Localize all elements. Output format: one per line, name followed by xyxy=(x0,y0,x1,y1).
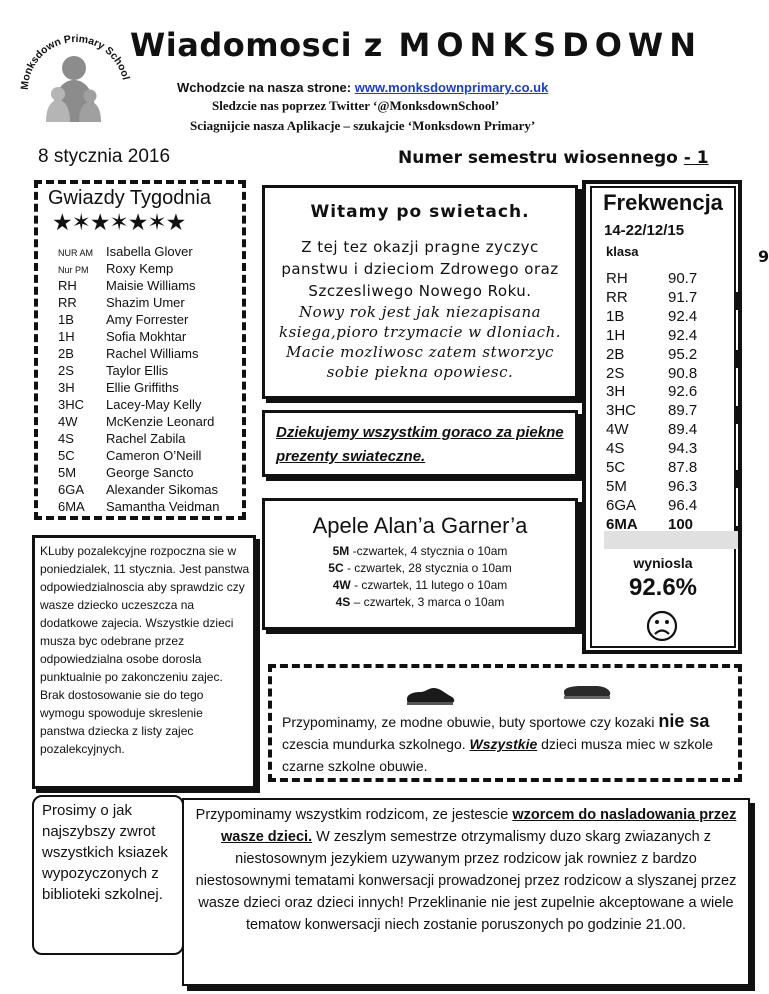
attendance-value: 95.2 xyxy=(668,345,698,363)
parents-text-2: W zeszlym semestrze otrzymalismy duzo skarg zwiazanych z niestosownym jezykiem uzywanym przez rodzicow jak rowniez z bardzo niestosownymi tematami konwersacji prowadzonej przez rodzicow a slyszanej przez wasze dzieci oraz dzieci innych! Przeklinanie nie jest zupelnie akceptowane a wiele tematow konwersacji niech zostanie poruszonych po godzinie 21.00. xyxy=(195,829,737,933)
assembly-date: -czwartek, 4 stycznia o 10am xyxy=(352,544,508,558)
attendance-row xyxy=(606,402,730,419)
issue-number: - 1 xyxy=(683,148,709,168)
assembly-class: 5C xyxy=(328,561,344,575)
assembly-row xyxy=(262,578,578,592)
star-class: NUR AM xyxy=(58,248,94,258)
issue-date: 8 stycznia 2016 xyxy=(38,146,171,167)
logo-arc-text: Monksdown Primary School xyxy=(18,32,132,91)
assembly-date: - czwartek, 28 stycznia o 10am xyxy=(346,561,512,575)
attendance-value: 92.6 xyxy=(668,383,698,401)
title-prefix: Wiadomosci z xyxy=(130,26,383,64)
star-row xyxy=(58,431,186,446)
star-name: Shazim Umer xyxy=(106,295,185,310)
attendance-highlight xyxy=(604,531,738,549)
star-name: George Sancto xyxy=(106,465,194,480)
uniform-shoes-text xyxy=(282,710,738,777)
star-name: Isabella Glover xyxy=(106,244,193,259)
attendance-value: 96.3 xyxy=(668,477,698,495)
star-class: 6GA xyxy=(58,482,85,497)
parents-text-1: Przypominamy wszystkim rodzicom, ze jestescie xyxy=(195,807,509,823)
star-row xyxy=(58,380,179,395)
twitter-line: Sledzcie nas poprzez Twitter ‘@MonksdownSchool’ xyxy=(212,98,500,113)
assembly-class: 5M xyxy=(332,544,350,558)
attendance-title: Frekwencja xyxy=(603,190,723,215)
shoes-text-all: Wszystkie xyxy=(469,736,538,752)
attendance-row xyxy=(606,440,730,457)
attendance-class: 1B xyxy=(606,307,625,325)
school-logo xyxy=(14,30,132,126)
attendance-row xyxy=(606,346,730,363)
attendance-value: 87.8 xyxy=(668,459,698,476)
star-row xyxy=(58,482,218,497)
attendance-class: 6GA xyxy=(606,496,637,514)
attendance-class: 2S xyxy=(606,364,625,382)
title-school: MONKSDOWN xyxy=(398,26,702,64)
shoes-text-1: Przypominamy, ze modne obuwie, buty sportowe czy kozaki xyxy=(282,714,655,730)
attendance-row xyxy=(606,270,730,287)
issue-label xyxy=(398,148,709,168)
star-row xyxy=(58,295,185,310)
star-name: Samantha Veidman xyxy=(106,499,220,514)
star-class: 6MA xyxy=(58,499,85,514)
star-row xyxy=(58,244,193,259)
star-row xyxy=(58,329,186,344)
attendance-row xyxy=(606,478,730,495)
black-shoe-icon xyxy=(562,682,612,702)
star-class: 5M xyxy=(58,465,77,480)
attendance-row xyxy=(606,459,730,476)
shoes-text-3: dzieci musza miec w szkole czarne szkolne obuwie. xyxy=(282,736,714,774)
attendance-row xyxy=(606,516,730,533)
stars-icon: ★✶★✶★✶★ xyxy=(52,210,186,236)
star-class: RH xyxy=(58,278,77,293)
star-class: RR xyxy=(58,295,77,310)
star-class: 2S xyxy=(58,363,74,378)
shoes-text-emphasis: nie sa xyxy=(658,711,710,731)
star-name: Ellie Griffiths xyxy=(106,380,179,395)
sad-face-icon xyxy=(646,610,678,642)
attendance-class: 2B xyxy=(606,345,625,363)
star-name: Alexander Sikomas xyxy=(106,482,218,497)
assembly-class: 4S xyxy=(335,595,351,609)
attendance-value: 94.3 xyxy=(668,440,698,458)
attendance-dates: 14-22/12/15 xyxy=(604,222,685,239)
thanks-text: Dziekujemy wszystkim goraco za piekne prezenty swiateczne. xyxy=(276,424,564,465)
app-line: Sciagnijcie nasza Aplikacje – szukajcie ‘Monksdown Primary’ xyxy=(190,118,536,133)
attendance-class: RR xyxy=(606,288,628,306)
issue-label-text: Numer semestru wiosennego xyxy=(398,148,678,168)
attendance-total-label: wyniosla xyxy=(633,555,693,571)
attendance-class: 4W xyxy=(606,421,629,439)
edge-fragment: 9 xyxy=(758,247,769,266)
assemblies-title: Apele Alan’a Garner’a xyxy=(312,513,528,538)
star-row xyxy=(58,448,201,463)
welcome-quote: Nowy rok jest jak niezapisana ksiega,pioro trzymacie w dloniach. Macie mozliwosc zatem stworzyc sobie piekna opowiesc. xyxy=(278,303,562,381)
newsletter-title xyxy=(130,26,702,64)
star-row xyxy=(58,261,173,276)
assembly-row xyxy=(262,595,578,609)
star-class: 2B xyxy=(58,346,74,361)
assembly-class: 4W xyxy=(332,578,351,592)
star-class: 1B xyxy=(58,312,74,327)
attendance-value: 100 xyxy=(668,515,694,533)
attendance-class: 3H xyxy=(606,383,626,401)
star-row xyxy=(58,278,196,293)
attendance-row xyxy=(606,497,730,514)
assembly-date: - czwartek, 11 lutego o 10am xyxy=(354,578,508,592)
attendance-class: 1H xyxy=(606,326,626,344)
star-class: 4W xyxy=(58,414,78,429)
assembly-row xyxy=(262,544,578,558)
star-name: McKenzie Leonard xyxy=(106,414,215,429)
assembly-row xyxy=(262,561,578,575)
attendance-row xyxy=(606,289,730,306)
star-class: Nur PM xyxy=(58,265,89,275)
clubs-text: KLuby pozalekcyjne rozpoczna sie w poniedzialek, 11 stycznia. Jest panstwa odpowiedzialnoscia aby sprawdzic czy wasze dziecko uczeszcza na dodatkowe zajecia. Wszystkie dzieci musza byc odebrane przez odpowiedzialna osobe dorosla punktualnie po zakonczeniu zajec. Brak dostosowanie sie do tego wymogu spowoduje skreslenie panstwa dziecka z listy zajec pozalekcyjnych. xyxy=(40,544,250,756)
attendance-value: 92.4 xyxy=(668,307,698,325)
welcome-title: Witamy po swietach. xyxy=(310,202,530,222)
black-shoe-icon xyxy=(404,686,456,706)
star-row xyxy=(58,465,193,480)
website-label: Wchodzcie na nasza strone: xyxy=(177,80,352,95)
assembly-date: – czwartek, 3 marca o 10am xyxy=(353,595,505,609)
star-class: 1H xyxy=(58,329,75,344)
attendance-class: RH xyxy=(606,270,628,287)
star-name: Rachel Zabila xyxy=(106,431,186,446)
attendance-total: 92.6% xyxy=(628,574,698,601)
attendance-value: 90.8 xyxy=(668,364,698,382)
star-name: Rachel Williams xyxy=(106,346,199,361)
parents-text-emphasis: wzorcem do nasladowania przez wasze dzieci. xyxy=(221,807,737,845)
stars-title: Gwiazdy Tygodnia xyxy=(48,187,212,209)
parents-notice-text xyxy=(190,804,742,936)
attendance-row xyxy=(606,365,730,382)
star-row xyxy=(58,346,198,361)
star-class: 3HC xyxy=(58,397,85,412)
star-name: Maisie Williams xyxy=(106,278,196,293)
welcome-text: Z tej tez okazji pragne zyczyc panstwu i dzieciom Zdrowego oraz Szczesliwego Nowego Roku. xyxy=(281,238,559,300)
star-row xyxy=(58,414,214,429)
star-class: 4S xyxy=(58,431,74,446)
attendance-class: 4S xyxy=(606,440,625,458)
attendance-class-header: klasa xyxy=(606,244,639,259)
star-name: Lacey-May Kelly xyxy=(106,397,202,412)
attendance-class: 3HC xyxy=(606,402,637,420)
attendance-value: 96.4 xyxy=(668,496,698,514)
attendance-class: 6MA xyxy=(606,515,638,533)
attendance-value: 89.7 xyxy=(668,402,698,420)
attendance-row xyxy=(606,421,730,438)
star-name: Sofia Mokhtar xyxy=(106,329,187,344)
star-name: Taylor Ellis xyxy=(106,363,169,378)
attendance-class: 5M xyxy=(606,477,627,495)
website-link[interactable]: www.monksdownprimary.co.uk xyxy=(354,80,549,95)
attendance-row xyxy=(606,327,730,344)
attendance-value: 92.4 xyxy=(668,326,698,344)
attendance-class: 5C xyxy=(606,459,626,476)
star-class: 5C xyxy=(58,448,75,463)
star-row xyxy=(58,499,219,514)
attendance-value: 91.7 xyxy=(668,288,698,306)
star-name: Cameron O’Neill xyxy=(106,448,202,463)
attendance-value: 89.4 xyxy=(668,421,698,439)
library-books-text: Prosimy o jak najszybszy zwrot wszystkich ksiazek wypozyczonych z biblioteki szkolnej. xyxy=(42,802,168,903)
star-name: Amy Forrester xyxy=(106,312,189,327)
star-row xyxy=(58,312,188,327)
shoes-text-2: czescia mundurka szkolnego. xyxy=(282,736,466,752)
star-class: 3H xyxy=(58,380,75,395)
website-line xyxy=(177,80,548,95)
star-name: Roxy Kemp xyxy=(106,261,174,276)
attendance-value: 90.7 xyxy=(668,270,698,287)
attendance-row xyxy=(606,308,730,325)
star-row xyxy=(58,397,201,412)
attendance-row xyxy=(606,383,730,400)
star-row xyxy=(58,363,168,378)
